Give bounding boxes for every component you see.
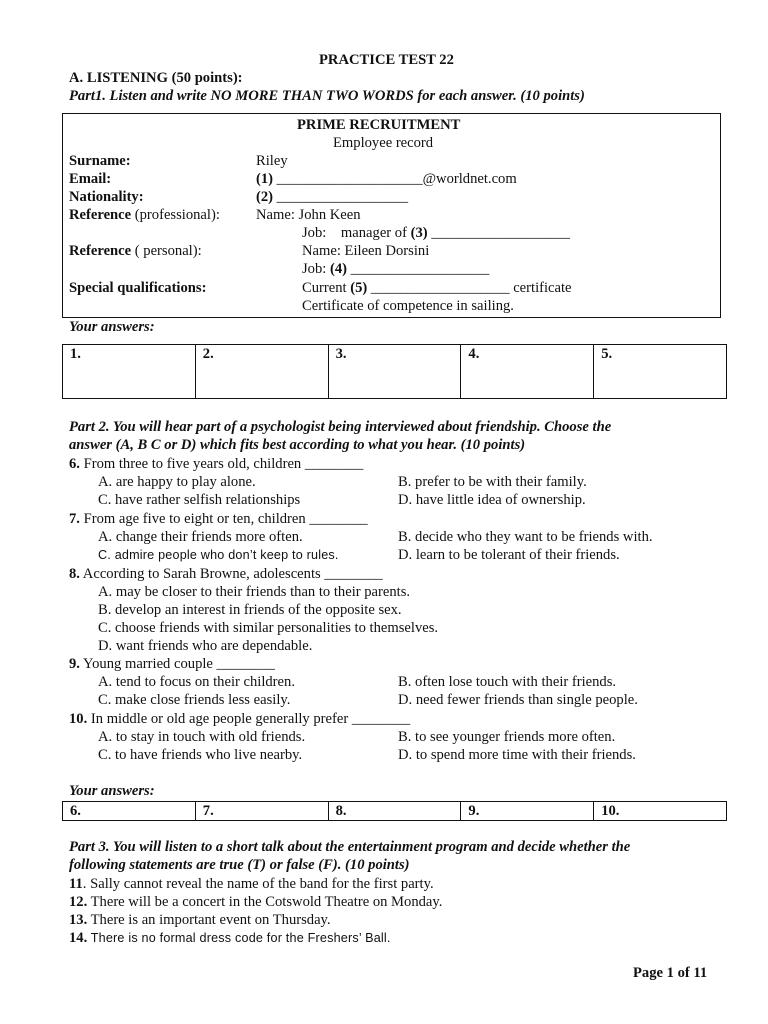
question-8-number: 8.	[69, 566, 80, 582]
special-current-certificate	[302, 280, 572, 297]
special-qualifications-label: Special qualifications:	[69, 280, 207, 296]
q8-option-c: C. choose friends with similar personalities to themselves.	[98, 620, 439, 636]
part2-instructions-line2: answer (A, B C or D) which fits best according to what you hear. (10 points)	[69, 437, 526, 453]
ref-personal-name: Name: Eileen Dorsini	[302, 243, 430, 259]
surname-value: Riley	[256, 153, 288, 169]
q8-option-b: B. develop an interest in friends of the opposite sex.	[98, 602, 402, 618]
question-10-text: In middle or old age people generally prefer ________	[87, 711, 411, 727]
ref-personal-job	[302, 261, 489, 278]
ref-professional-name: Name: John Keen	[256, 207, 361, 223]
q6-option-d: D. have little idea of ownership.	[398, 492, 586, 508]
ref-personal-bold: Reference	[69, 243, 132, 259]
blank-number-3: (3)	[410, 225, 428, 241]
surname-label: Surname:	[69, 153, 131, 169]
question-8	[69, 566, 383, 583]
answer-cell-9[interactable]: 9.	[461, 802, 594, 821]
q8-option-a: A. may be closer to their friends than to their parents.	[98, 584, 411, 600]
question-7-text: From age five to eight or ten, children ________	[79, 511, 368, 527]
question-6-number: 6.	[69, 456, 80, 472]
q7-option-b: B. decide who they want to be friends with.	[398, 529, 653, 545]
ref-personal-job-prefix: Job:	[302, 261, 330, 277]
ref-professional-label	[69, 207, 220, 224]
statement-14-text: There is no formal dress code for the Freshers’ Ball.	[87, 931, 391, 945]
section-a-heading: A. LISTENING (50 points):	[69, 70, 243, 86]
special-sailing-certificate: Certificate of competence in sailing.	[302, 298, 514, 314]
statement-11	[69, 876, 434, 893]
answer-cell-8[interactable]: 8.	[328, 802, 461, 821]
ref-personal-rest: ( personal):	[131, 243, 202, 259]
question-8-text: According to Sarah Browne, adolescents ________	[79, 566, 383, 582]
statement-13-number: 13.	[69, 912, 88, 928]
statement-14	[69, 930, 391, 947]
part2-instructions-line1: Part 2. You will hear part of a psychologist being interviewed about friendship. Choose the	[69, 419, 612, 435]
statement-12	[69, 894, 442, 911]
question-9-number: 9.	[69, 656, 80, 672]
ref-professional-rest: (professional):	[131, 207, 220, 223]
ref-professional-job-blank: ___________________	[427, 225, 570, 241]
blank-number-4: (4)	[329, 261, 348, 277]
answers2-label: Your answers:	[69, 783, 155, 799]
blank-number-1: (1)	[256, 171, 274, 187]
answer-cell-7[interactable]: 7.	[195, 802, 328, 821]
answer-cell-3[interactable]: 3.	[328, 345, 461, 399]
statement-13-text: There is an important event on Thursday.	[87, 912, 331, 928]
page-number: Page 1 of 11	[633, 965, 708, 981]
q9-option-a: A. tend to focus on their children.	[98, 674, 295, 690]
blank-number-5: (5)	[350, 280, 368, 296]
q6-option-b: B. prefer to be with their family.	[398, 474, 587, 490]
nationality-blank: __________________	[273, 189, 409, 205]
q10-option-c: C. to have friends who live nearby.	[98, 747, 303, 763]
ref-professional-job	[302, 225, 570, 242]
statement-12-text: There will be a concert in the Cotswold Theatre on Monday.	[87, 894, 443, 910]
statement-14-number: 14.	[69, 930, 88, 946]
email-label: Email:	[69, 171, 112, 187]
question-7-number: 7.	[69, 511, 80, 527]
q9-option-d: D. need fewer friends than single people.	[398, 692, 638, 708]
blank-number-2: (2)	[256, 189, 274, 205]
special-current-prefix: Current	[302, 280, 351, 296]
record-title: PRIME RECRUITMENT	[297, 117, 461, 133]
q9-option-c: C. make close friends less easily.	[98, 692, 291, 708]
ref-professional-bold: Reference	[69, 207, 132, 223]
question-6-text: From three to five years old, children ________	[79, 456, 364, 472]
q8-option-d: D. want friends who are dependable.	[98, 638, 313, 654]
email-field	[256, 171, 517, 188]
q6-option-a: A. are happy to play alone.	[98, 474, 256, 490]
q7-option-c: C. admire people who don’t keep to rules.	[98, 548, 339, 562]
answer-cell-4[interactable]: 4.	[461, 345, 594, 399]
ref-professional-job-prefix: Job: manager of	[302, 225, 411, 241]
question-10	[69, 711, 410, 728]
part1-instructions: Part1. Listen and write NO MORE THAN TWO WORDS for each answer. (10 points)	[69, 88, 585, 104]
answer-cell-10[interactable]: 10.	[594, 802, 727, 821]
ref-personal-job-blank: ___________________	[347, 261, 490, 277]
nationality-label: Nationality:	[69, 189, 144, 205]
answers1-label: Your answers:	[69, 319, 155, 335]
statement-12-number: 12.	[69, 894, 88, 910]
answers1-table	[62, 344, 727, 399]
statement-11-number: 11	[69, 876, 83, 892]
answer-cell-1[interactable]: 1.	[63, 345, 196, 399]
record-subtitle: Employee record	[333, 135, 434, 151]
answer-cell-5[interactable]: 5.	[594, 345, 727, 399]
q7-option-a: A. change their friends more often.	[98, 529, 303, 545]
answer-cell-2[interactable]: 2.	[195, 345, 328, 399]
statement-11-text: . Sally cannot reveal the name of the band for the first party.	[82, 876, 434, 892]
question-6	[69, 456, 363, 473]
q9-option-b: B. often lose touch with their friends.	[398, 674, 617, 690]
q10-option-d: D. to spend more time with their friends.	[398, 747, 636, 763]
part3-instructions-line1: Part 3. You will listen to a short talk about the entertainment program and decide whether the	[69, 839, 631, 855]
q7-option-d: D. learn to be tolerant of their friends.	[398, 547, 620, 563]
q10-option-b: B. to see younger friends more often.	[398, 729, 616, 745]
ref-personal-label	[69, 243, 202, 260]
answers2-table	[62, 801, 727, 821]
question-9-text: Young married couple ________	[79, 656, 275, 672]
question-10-number: 10.	[69, 711, 88, 727]
answer-cell-6[interactable]: 6.	[63, 802, 196, 821]
email-blank: ____________________@worldnet.com	[273, 171, 517, 187]
nationality-field	[256, 189, 408, 206]
statement-13	[69, 912, 331, 929]
special-current-blank: ___________________ certificate	[367, 280, 572, 296]
page-title: PRACTICE TEST 22	[319, 52, 454, 68]
question-7	[69, 511, 368, 528]
q6-option-c: C. have rather selfish relationships	[98, 492, 301, 508]
question-9	[69, 656, 275, 673]
q10-option-a: A. to stay in touch with old friends.	[98, 729, 306, 745]
part3-instructions-line2: following statements are true (T) or false (F). (10 points)	[69, 857, 410, 873]
